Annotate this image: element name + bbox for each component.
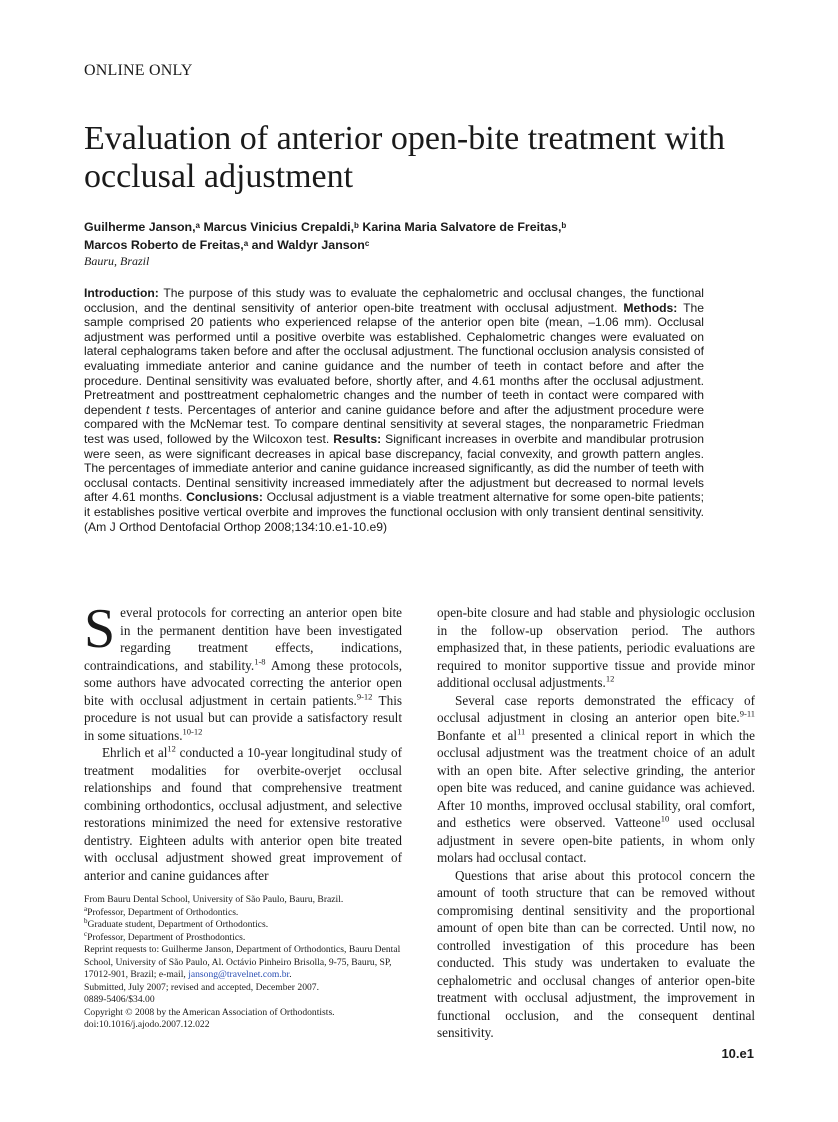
abstract-intro-label: Introduction: — [84, 286, 159, 300]
footnote-text: . — [289, 969, 292, 980]
citation: 12 — [167, 743, 176, 754]
footnote-mark: c — [84, 929, 88, 938]
abstract-results-text: Significant increases in overbite and mandibular protrusion were seen, as were significant decreases in apical base discrepancy, facial convexity, and growth pattern angles. The percentages of immediate anterior and canine guidance increased significantly, as did the number of teeth with occlusal contacts. Dentinal sensitivity increased immediately after the adjustment but decreased to normal levels after 4.61 months. — [84, 431, 705, 505]
page-number: 10.e1 — [721, 1046, 754, 1061]
body-text: conducted a 10-year longitudinal study of treatment modalities for overbite-overjet occlusal relationships and found that comprehensive treatment combining orthodontics, occlusal adjustment, and selective restorations minimized the need for extensive restorative dentistry. Eighteen adults with anterior open bite treated with occlusal adjustment showed great improvement of anterior and canine guidances after — [84, 745, 402, 883]
abstract-conclusions-text: Occlusal adjustment is a viable treatment alternative for some open-bite patients; it establishes positive vertical overbite and improves the functional occlusion with only transient dentinal sensitivity. (Am J Orthod Dentofacial Orthop 2008;134:10.e1-10.e9) — [84, 490, 705, 534]
body-column-left — [84, 598, 403, 884]
citation: 12 — [605, 673, 615, 684]
footnote-mark: a — [84, 904, 88, 913]
footnote-price: 0889-5406/$34.00 — [84, 994, 155, 1005]
body-text: used occlusal adjustment in severe open-bite patients, in whom only molars had occlusal contact. — [437, 815, 755, 865]
abstract-t-test: t — [146, 402, 150, 417]
body-paragraph — [84, 744, 402, 884]
affiliation-mark: a — [195, 221, 200, 230]
body-text: Among these protocols, some authors have advocated correcting the anterior open bite with occlusal adjustment in certain patients. — [84, 657, 403, 708]
abstract-methods-text: tests. Percentages of anterior and canine guidance before and after the adjustment procedure were compared with the McNemar test. To compare dentinal sensitivity at several stages, the nonparametric Friedman test was used, followed by the Wilcoxon test. — [84, 402, 705, 446]
body-text: open-bite closure and had stable and physiologic occlusion in the follow-up observation period. The authors emphasized that, in these patients, periodic evaluations are required to monitor supportive tissue and provide minor additional occlusal adjustments. — [437, 605, 755, 690]
footnote-text: Reprint requests to: Guilherme Janson, Department of Orthodontics, Bauru Dental School, University of São Paulo, Al. Octávio Pinheiro Brisolla, 9-75, Bauru, SP, 17012-901, Brazil; e-mail, — [84, 944, 401, 980]
body-paragraph — [437, 604, 755, 692]
footnote-item — [84, 916, 406, 932]
footnote-text: Graduate student, Department of Orthodontics. — [87, 919, 269, 930]
body-text: presented a clinical report in which the occlusal adjustment was the treatment choice of an adult with an open bite. After selective grinding, the anterior open bite was reduced, and canine guidance was achieved. After 10 months, improved occlusal stability, oral comfort, and esthetics were observed. Vatteone — [437, 727, 755, 830]
affiliation-mark: c — [364, 239, 370, 248]
citation: 10 — [660, 813, 670, 824]
footnote-item — [84, 929, 406, 945]
affiliation-mark: b — [354, 221, 359, 230]
author-name: Marcos Roberto de Freitas, — [84, 238, 244, 252]
author-list — [84, 218, 724, 254]
author-name: and Waldyr Janson — [251, 238, 365, 252]
footnote-submitted: Submitted, July 2007; revised and accepted, December 2007. — [84, 981, 319, 993]
body-text: This procedure is not usual but can provide a satisfactory result in some situations. — [84, 692, 402, 743]
citation: 9-11 — [739, 708, 755, 719]
abstract-intro-text: The purpose of this study was to evaluate the cephalometric and occlusal changes, the functional occlusion, and the dentinal sensitivity of anterior open-bite treatment with occlusal adjustment. — [84, 286, 704, 315]
body-paragraph — [437, 692, 755, 867]
citation: 1-8 — [254, 656, 266, 667]
footnote-mark: b — [84, 916, 88, 925]
footnote-item — [84, 904, 406, 920]
citation: 9-12 — [356, 691, 373, 702]
body-paragraph — [84, 598, 403, 744]
citation: 10-12 — [182, 726, 203, 737]
body-text: Bonfante et al — [437, 727, 518, 743]
body-text: everal protocols for correcting an anterior open bite in the permanent dentition have been investigated regarding treatment effects, indications, contraindications, and stability. — [84, 605, 402, 673]
abstract-conclusions-label: Conclusions: — [186, 490, 263, 505]
affiliation-mark: b — [561, 221, 567, 230]
section-label: ONLINE ONLY — [84, 62, 193, 79]
author-name: Marcus Vinicius Crepaldi, — [203, 220, 355, 234]
affiliation-mark: a — [243, 239, 249, 248]
email-link[interactable]: jansong@travelnet.com.br — [188, 969, 290, 980]
author-name: Guilherme Janson, — [84, 220, 196, 234]
author-name: Karina Maria Salvatore de Freitas, — [362, 220, 562, 234]
abstract — [84, 286, 704, 534]
body-paragraph: Questions that arise about this protocol concern the amount of tooth structure that can be removed without compromising dentinal sensitivity and the proportional amount of open bite than can be corrected. Until now, no controlled investigation of this procedure has been conducted. This study was undertaken to evaluate the cephalometric and occlusal changes of anterior open-bite treatment with occlusal adjustment, the improvement in functional occlusion, and the consequent dentinal sensitivity. — [437, 867, 755, 1040]
abstract-methods-label: Methods: — [623, 300, 678, 315]
footnotes — [84, 894, 406, 1032]
body-column-right — [437, 604, 755, 1042]
author-location: Bauru, Brazil — [84, 254, 150, 268]
abstract-results-label: Results: — [333, 431, 382, 446]
drop-cap: S — [84, 598, 116, 660]
abstract-methods-text: The sample comprised 20 patients who experienced relapse of the anterior open bite (mean, –1.06 mm). Occlusal adjustment was performed until a positive overbite was established. Cephalometric changes were evaluated on lateral cephalograms taken before and after the occlusal adjustment. The functional occlusion analysis consisted of evaluating immediate anterior and canine guidance and the number of teeth in contact before and after the procedure. Dentinal sensitivity was evaluated before, shortly after, and 4.61 months after the occlusal adjustment. Pretreatment and posttreatment cephalometric changes and the number of teeth in contact were compared with dependent — [84, 300, 705, 417]
body-text: Several case reports demonstrated the efficacy of occlusal adjustment in closing an anterior open bite. — [437, 692, 755, 725]
footnote-copyright: Copyright © 2008 by the American Association of Orthodontists. — [84, 1006, 335, 1018]
footnote-affiliation: From Bauru Dental School, University of São Paulo, Bauru, Brazil. — [84, 894, 344, 905]
body-text: Ehrlich et al — [102, 745, 168, 760]
footnote-doi: doi:10.1016/j.ajodo.2007.12.022 — [84, 1019, 210, 1030]
footnote-text: Professor, Department of Prosthodontics. — [87, 931, 246, 943]
footnote-reprint — [84, 944, 406, 982]
citation: 11 — [517, 726, 526, 737]
article-title: Evaluation of anterior open-bite treatment with occlusal adjustment — [84, 120, 726, 195]
footnote-text: Professor, Department of Orthodontics. — [87, 906, 239, 918]
